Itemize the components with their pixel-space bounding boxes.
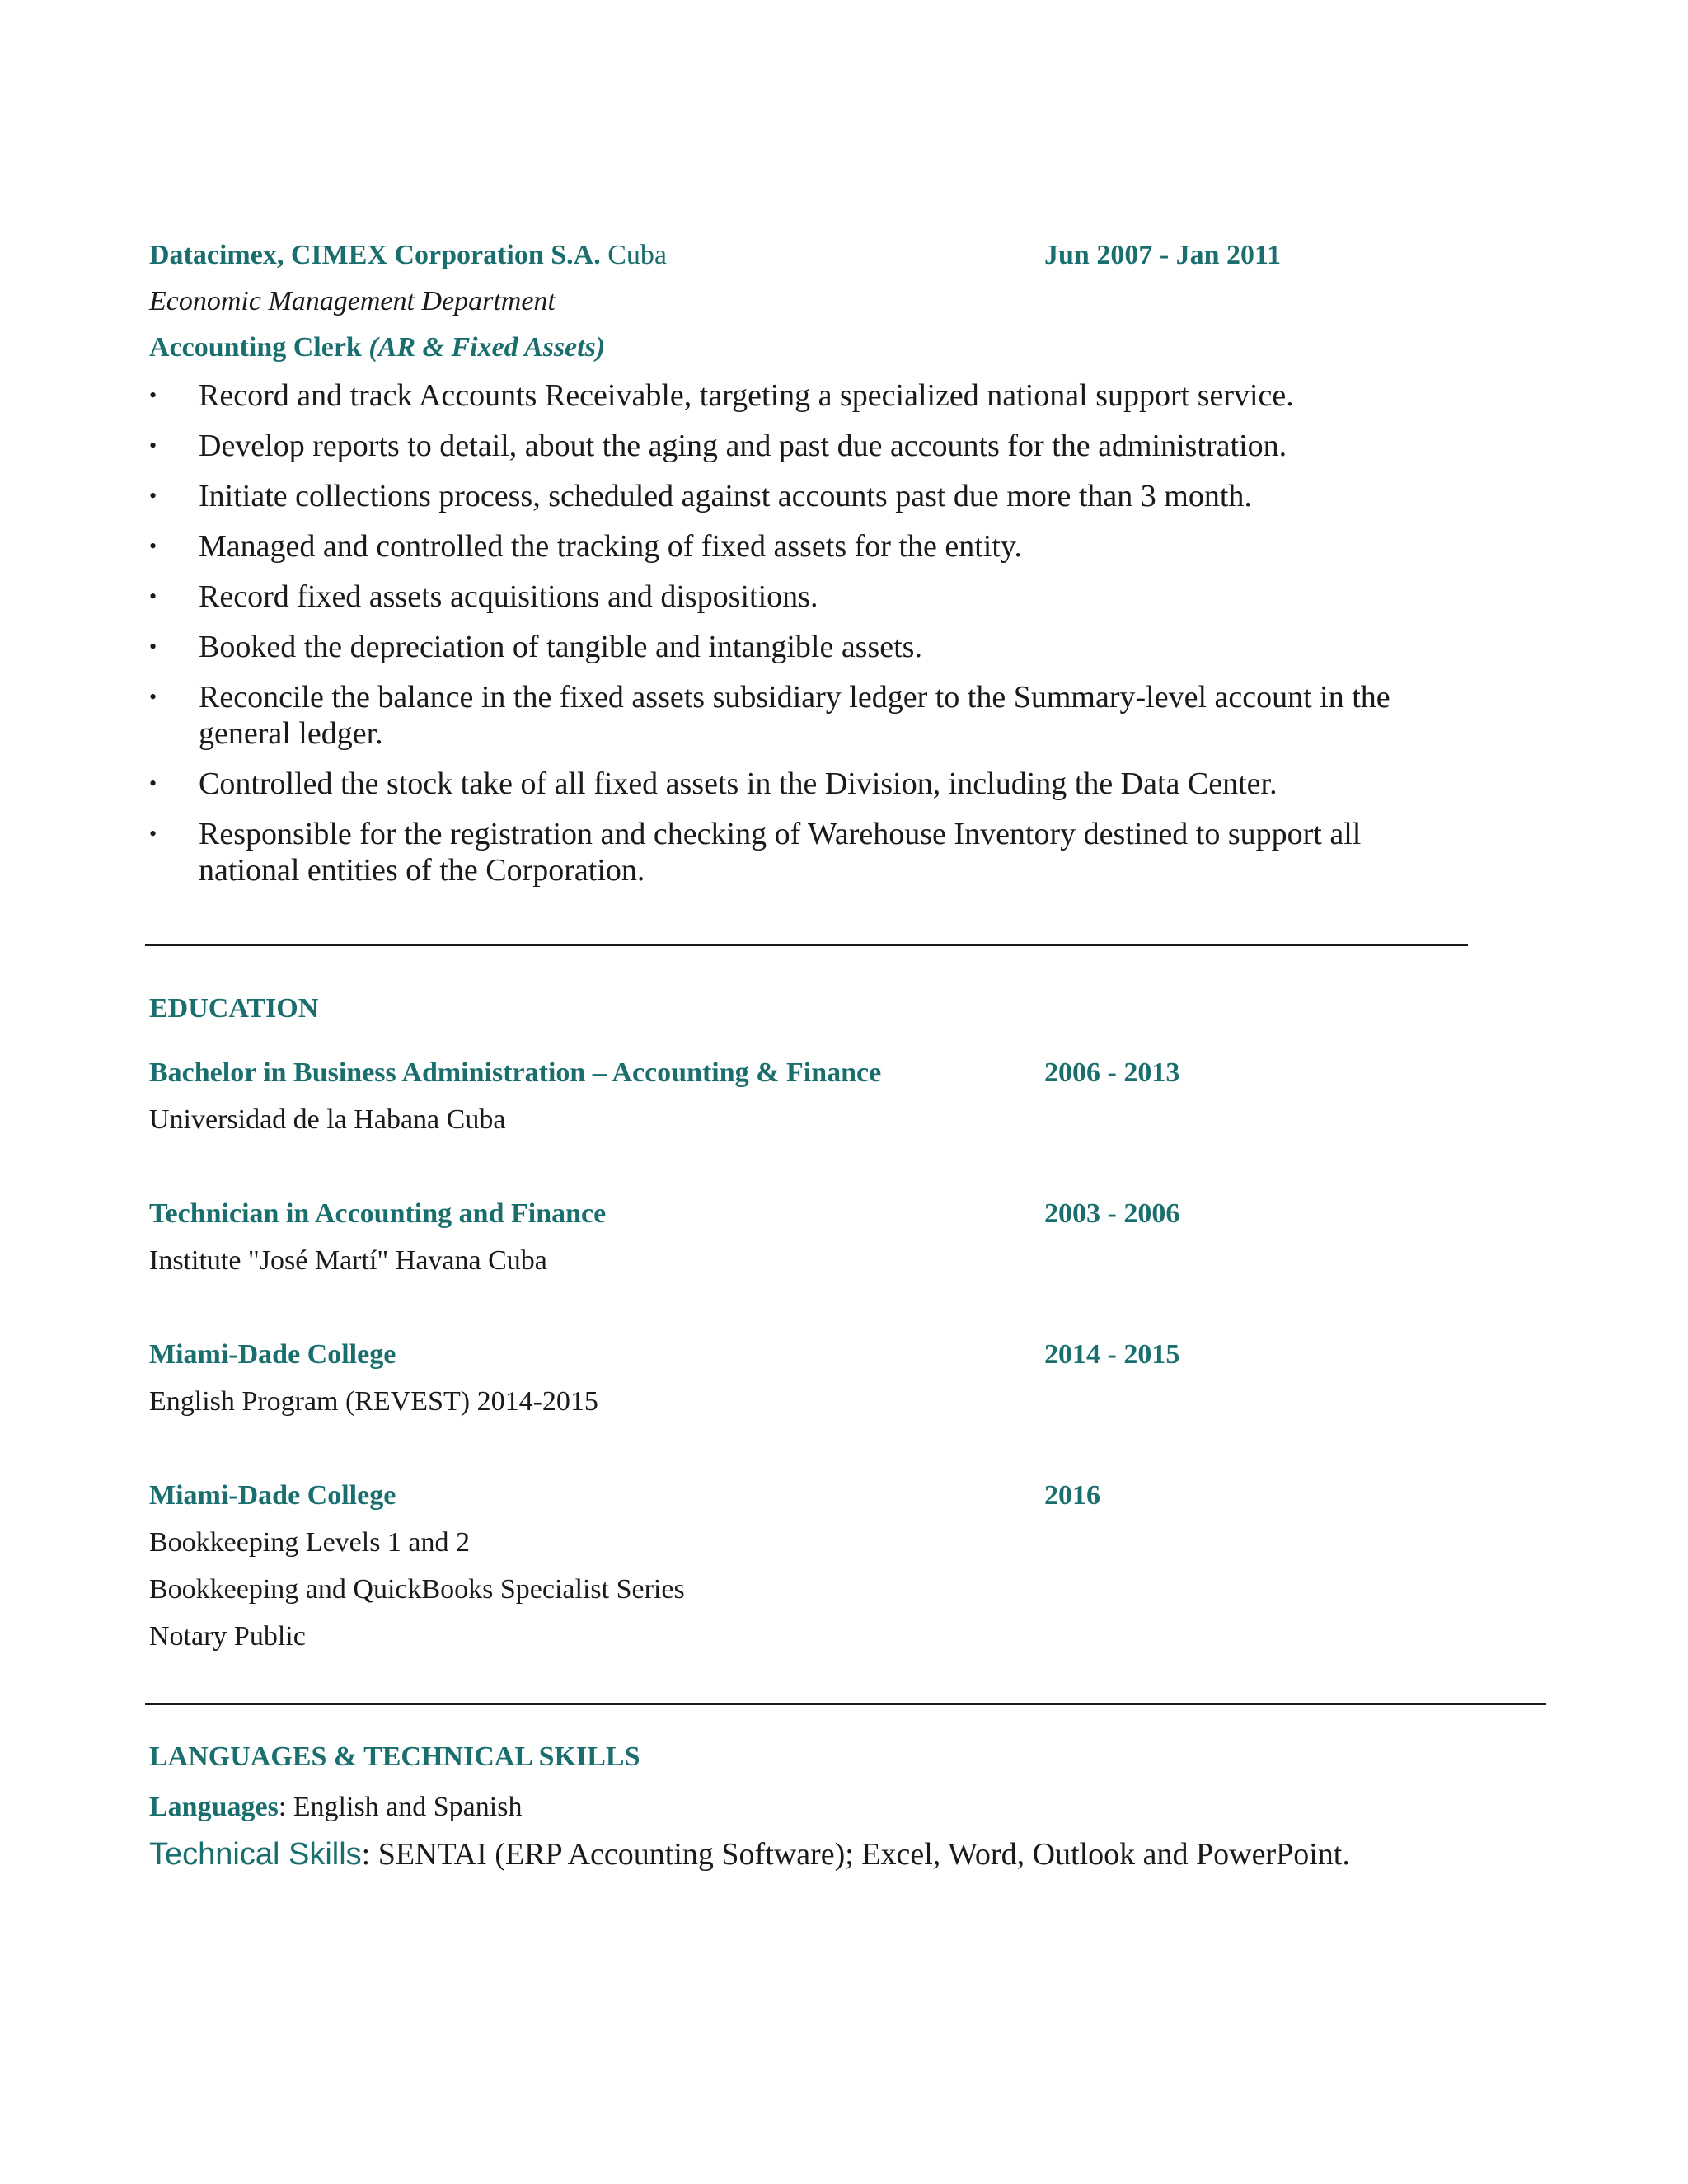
bullet-icon: •: [149, 822, 157, 846]
bullet-text: Initiate collections process, scheduled against accounts past due more than 3 month.: [199, 479, 1252, 513]
education-detail: Institute "José Martí" Havana Cuba: [149, 1245, 547, 1276]
bullet-icon: •: [149, 434, 157, 457]
languages-label: Languages: [149, 1792, 279, 1822]
experience-bullet-list: [149, 377, 1468, 902]
technical-skills-label: Technical Skills: [149, 1837, 362, 1872]
languages-line: Languages: English and Spanish: [149, 1792, 523, 1822]
skills-heading: LANGUAGES & TECHNICAL SKILLS: [149, 1741, 640, 1772]
technical-skills-line: Technical Skills: SENTAI (ERP Accounting Software); Excel, Word, Outlook and PowerPoint.: [149, 1837, 1350, 1872]
experience-location: Cuba: [607, 240, 667, 270]
experience-role: Accounting Clerk: [149, 332, 362, 363]
education-detail: Notary Public: [149, 1621, 306, 1652]
experience-dates: Jun 2007 - Jan 2011: [1044, 240, 1282, 270]
list-item: [149, 629, 1468, 665]
section-divider: [145, 944, 1468, 946]
bullet-text: Record and track Accounts Receivable, targeting a specialized national support service.: [199, 378, 1294, 413]
list-item: [149, 428, 1468, 464]
bullet-icon: •: [149, 771, 157, 795]
experience-company-line: [149, 239, 667, 272]
bullet-icon: •: [149, 584, 157, 608]
list-item: [149, 528, 1468, 565]
bullet-text: Record fixed assets acquisitions and dispositions.: [199, 579, 818, 614]
list-item: [149, 816, 1468, 888]
bullet-text: Booked the depreciation of tangible and intangible assets.: [199, 630, 922, 664]
bullet-icon: •: [149, 383, 157, 407]
education-dates: 2006 - 2013: [1044, 1057, 1180, 1088]
education-title: Bachelor in Business Administration – Accounting & Finance: [149, 1057, 882, 1088]
bullet-icon: •: [149, 534, 157, 558]
education-detail: Universidad de la Habana Cuba: [149, 1104, 506, 1135]
bullet-icon: •: [149, 635, 157, 658]
education-dates: 2003 - 2006: [1044, 1198, 1180, 1229]
experience-department: Economic Management Department: [149, 286, 556, 316]
bullet-text: Develop reports to detail, about the aging and past due accounts for the administration.: [199, 429, 1287, 463]
education-dates: 2016: [1044, 1480, 1100, 1511]
technical-skills-value: SENTAI (ERP Accounting Software); Excel, Word, Outlook and PowerPoint.: [377, 1837, 1350, 1872]
experience-company: Datacimex, CIMEX Corporation S.A.: [149, 240, 601, 270]
education-detail: English Program (REVEST) 2014-2015: [149, 1386, 598, 1417]
bullet-text: Controlled the stock take of all fixed assets in the Division, including the Data Center.: [199, 766, 1278, 801]
education-title: Technician in Accounting and Finance: [149, 1198, 607, 1229]
list-item: [149, 679, 1468, 752]
list-item: [149, 478, 1468, 514]
education-title: Miami-Dade College: [149, 1480, 396, 1511]
education-detail: Bookkeeping Levels 1 and 2: [149, 1527, 471, 1558]
experience-role-detail: (AR & Fixed Assets): [368, 332, 606, 363]
education-heading: EDUCATION: [149, 993, 319, 1024]
languages-value: English and Spanish: [293, 1792, 523, 1822]
bullet-text: Reconcile the balance in the fixed assets subsidiary ledger to the Summary-level account in the general ledger.: [199, 680, 1390, 751]
list-item: [149, 579, 1468, 615]
section-divider: [145, 1703, 1546, 1705]
education-dates: 2014 - 2015: [1044, 1339, 1180, 1370]
bullet-text: Managed and controlled the tracking of fixed assets for the entity.: [199, 529, 1022, 564]
bullet-text: Responsible for the registration and checking of Warehouse Inventory destined to support all national entities of the Corporation.: [199, 817, 1362, 888]
education-title: Miami-Dade College: [149, 1339, 396, 1370]
bullet-icon: •: [149, 484, 157, 508]
education-detail: Bookkeeping and QuickBooks Specialist Series: [149, 1574, 685, 1605]
bullet-icon: •: [149, 685, 157, 709]
list-item: [149, 766, 1468, 802]
list-item: [149, 377, 1468, 414]
experience-role-line: [149, 331, 605, 364]
